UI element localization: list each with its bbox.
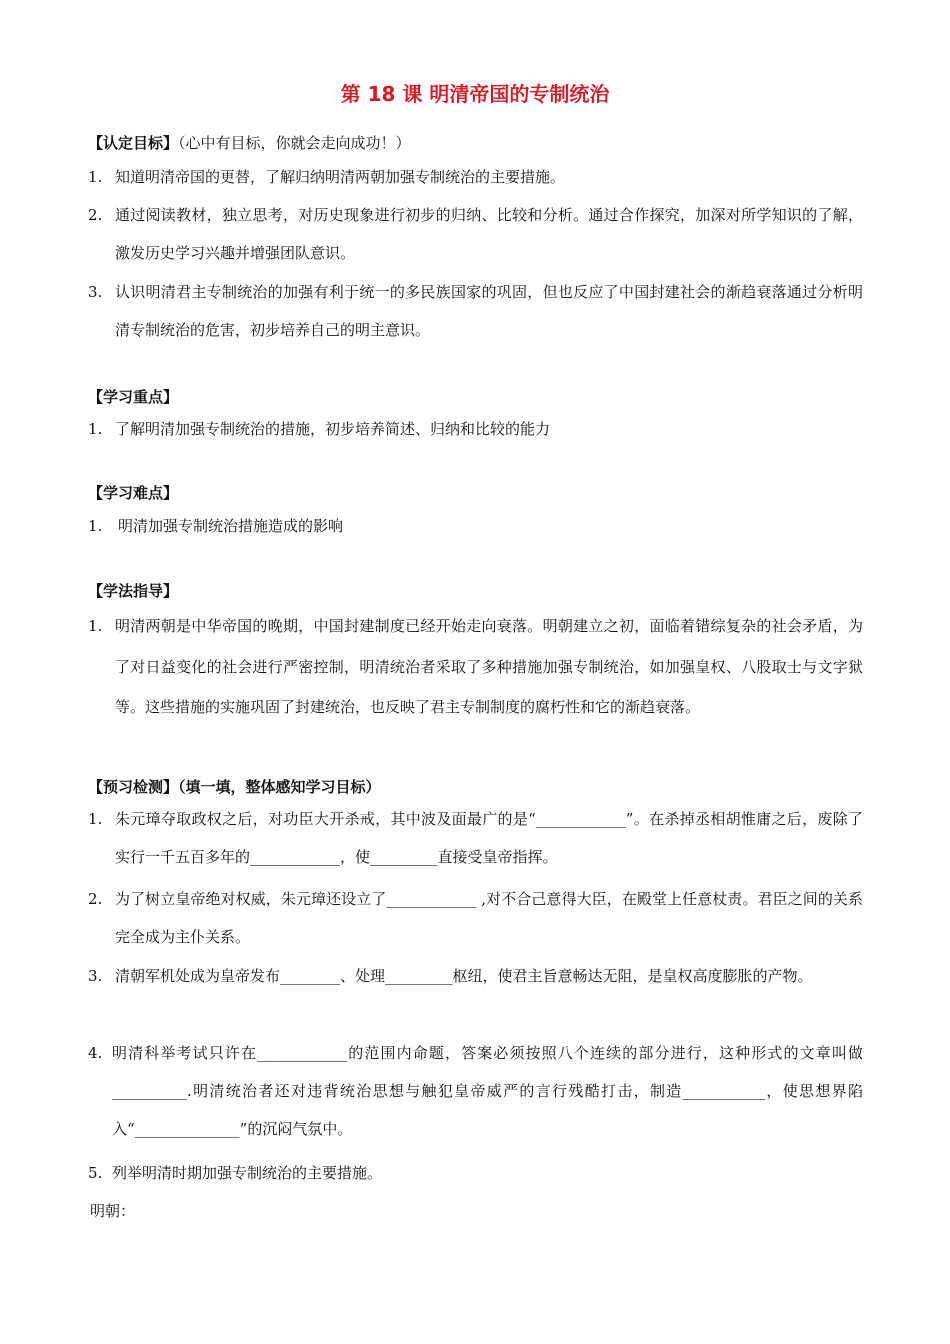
preview-item-number: 2. [88, 890, 103, 908]
goal-item-2 [88, 196, 863, 272]
difficulty-item-text: 明清加强专制统治措施造成的影响 [118, 517, 344, 535]
preview-item-3 [88, 957, 863, 995]
preview-item-number: 3. [88, 967, 103, 985]
method-item-1 [88, 606, 863, 728]
preview-item-text: 清朝军机处成为皇帝发布________、处理_________枢纽，使君主旨意畅达无阻，是皇权高度膨胀的产物。 [115, 967, 813, 985]
goals-heading-note: （心中有目标，你就会走向成功！） [178, 134, 411, 152]
preview-item-number: 5. [88, 1164, 103, 1182]
goals-heading-label: 【认定目标】 [88, 134, 179, 152]
goals-heading [88, 132, 411, 153]
ming-dynasty-label: 明朝： [90, 1202, 136, 1220]
difficulty-item-1 [88, 507, 863, 545]
difficulties-heading: 【学习难点】 [88, 484, 179, 502]
goal-item-number: 1. [88, 168, 103, 186]
key-point-item-number: 1. [88, 420, 103, 438]
preview-heading-label: 【预习检测】 [88, 778, 179, 796]
preview-item-5 [88, 1154, 863, 1192]
page-title: 第 18 课 明清帝国的专制统治 [340, 82, 610, 106]
preview-item-1 [88, 800, 863, 876]
preview-item-text: 明清科举考试只许在____________的范围内命题，答案必须按照八个连续的部分进行，这种形式的文章叫做__________.明清统治者还对违背统治思想与触犯皇帝威严的言行残酷打击，制造___________，使思想界陷入“______________”的沉闷气氛中。 [112, 1044, 863, 1138]
goal-item-text: 通过阅读教材，独立思考，对历史现象进行初步的归纳、比较和分析。通过合作探究，加深对所学知识的了解，激发历史学习兴趣并增强团队意识。 [115, 206, 863, 262]
difficulty-item-number: 1. [88, 517, 103, 535]
preview-item-4 [88, 1034, 863, 1148]
preview-heading [88, 776, 381, 797]
preview-item-number: 1. [88, 810, 103, 828]
goal-item-3 [88, 273, 863, 349]
key-point-item-text: 了解明清加强专制统治的措施，初步培养简述、归纳和比较的能力 [115, 420, 551, 438]
goal-item-text: 认识明清君主专制统治的加强有利于统一的多民族国家的巩固，但也反应了中国封建社会的渐趋衰落通过分析明清专制统治的危害，初步培养自己的明主意识。 [115, 283, 863, 339]
method-item-text: 明清两朝是中华帝国的晚期，中国封建制度已经开始走向衰落。明朝建立之初，面临着错综复杂的社会矛盾，为了对日益变化的社会进行严密控制，明清统治者采取了多种措施加强专制统治，如加强皇权、八股取士与文字狱等。这些措施的实施巩固了封建统治，也反映了君主专制制度的腐朽性和它的渐趋衰落。 [115, 617, 863, 716]
preview-item-text: 为了树立皇帝绝对权威，朱元璋还设立了____________ ,对不合己意得大臣，在殿堂上任意杖责。君臣之间的关系完全成为主仆关系。 [115, 890, 863, 946]
preview-item-number: 4. [88, 1044, 103, 1062]
preview-heading-note: （填一填，整体感知学习目标） [178, 778, 381, 796]
goal-item-text: 知道明清帝国的更替，了解归纳明清两朝加强专制统治的主要措施。 [115, 168, 566, 186]
preview-item-text: 列举明清时期加强专制统治的主要措施。 [112, 1164, 383, 1182]
goal-item-number: 2. [88, 206, 103, 224]
key-points-heading: 【学习重点】 [88, 388, 179, 406]
key-point-item-1 [88, 410, 863, 448]
preview-item-2 [88, 880, 863, 956]
method-item-number: 1. [88, 617, 103, 635]
preview-item-text: 朱元璋夺取政权之后，对功臣大开杀戒，其中波及面最广的是“____________”。在杀掉丞相胡惟庸之后，废除了实行一千五百多年的____________，使_________直接受皇帝指挥。 [115, 810, 863, 866]
goal-item-number: 3. [88, 283, 103, 301]
method-heading: 【学法指导】 [88, 582, 179, 600]
goal-item-1 [88, 158, 863, 196]
